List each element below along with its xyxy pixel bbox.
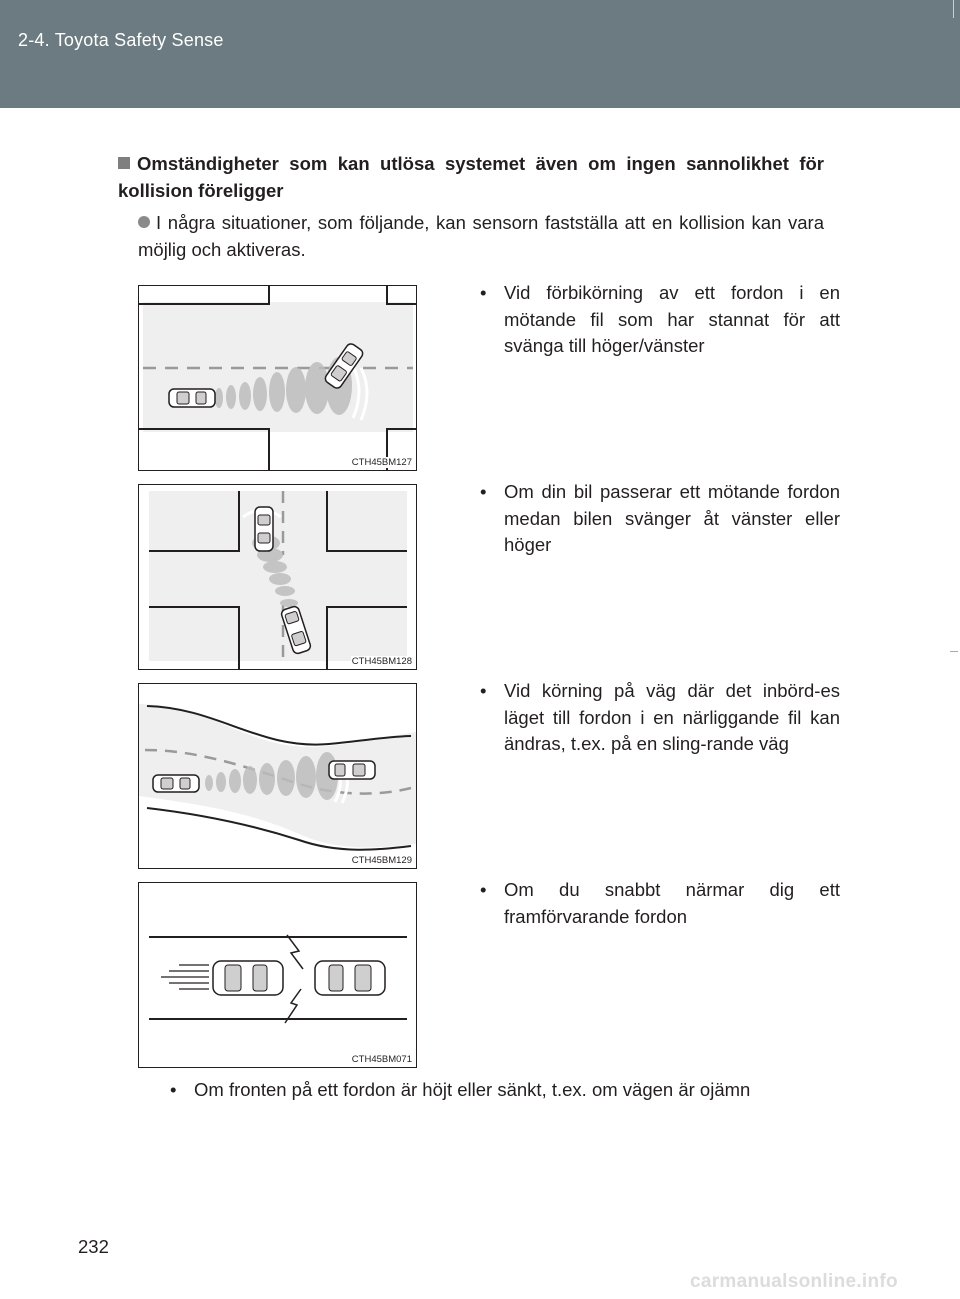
- crossroad-diagram: [139, 485, 416, 669]
- intro-paragraph: [138, 209, 824, 263]
- figure-overtaking: [138, 285, 417, 471]
- bullet-icon: •: [480, 481, 487, 502]
- last-bullet: [170, 1077, 830, 1103]
- figure-caption: [480, 877, 840, 930]
- crop-mark: [950, 651, 958, 652]
- figure-turning: [138, 484, 417, 670]
- page-number: 232: [78, 1236, 109, 1257]
- caption-text: Vid förbikörning av ett fordon i en mötande fil som har stannat för att svänga till höger/vänster: [504, 282, 840, 356]
- bullet-icon: •: [480, 282, 487, 303]
- caption-text: Om din bil passerar ett mötande fordon medan bilen svänger åt vänster eller höger: [504, 481, 840, 555]
- intersection-diagram: [139, 286, 416, 470]
- figure-caption: [480, 280, 840, 360]
- caption-text: Om du snabbt närmar dig ett framförvarande fordon: [504, 879, 840, 927]
- approaching-diagram: [139, 883, 416, 1067]
- figure-approaching: [138, 882, 417, 1068]
- section-title: 2-4. Toyota Safety Sense: [18, 30, 224, 50]
- figure-code: CTH45BM128: [351, 656, 412, 667]
- heading-text: Omständigheter som kan utlösa systemet även om ingen sannolikhet för kollision föreligger: [118, 153, 824, 201]
- bullet-icon: •: [480, 879, 487, 900]
- circle-bullet-icon: [138, 216, 150, 228]
- caption-text: Vid körning på väg där det inbörd-es läget till fordon i en närliggande fil kan ändras, t.ex. på en sling-rande väg: [504, 680, 840, 754]
- winding-road-diagram: [139, 684, 416, 868]
- section-heading: [118, 150, 824, 204]
- figure-code: CTH45BM129: [351, 855, 412, 866]
- figure-caption: [480, 678, 840, 758]
- figure-code: CTH45BM071: [351, 1054, 412, 1065]
- crop-mark: [953, 0, 954, 18]
- figure-code: CTH45BM127: [351, 457, 412, 468]
- bullet-icon: •: [170, 1079, 177, 1100]
- bullet-icon: •: [480, 680, 487, 701]
- last-bullet-text: Om fronten på ett fordon är höjt eller sänkt, t.ex. om vägen är ojämn: [194, 1079, 751, 1100]
- square-bullet-icon: [118, 157, 130, 169]
- page-header: [0, 0, 960, 108]
- watermark: carmanualsonline.info: [690, 1271, 898, 1292]
- intro-text: I några situationer, som följande, kan sensorn fastställa att en kollision kan vara möjlig och aktiveras.: [138, 212, 824, 260]
- figure-winding-road: [138, 683, 417, 869]
- figure-caption: [480, 479, 840, 559]
